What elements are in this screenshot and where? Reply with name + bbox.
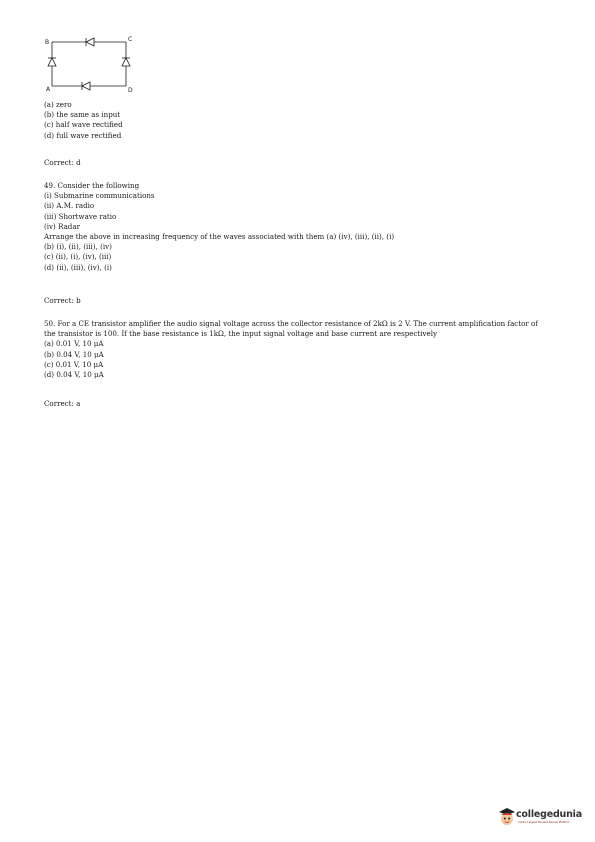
diode-top xyxy=(86,38,94,46)
question-line: (iv) Radar xyxy=(44,221,80,231)
diode-left xyxy=(48,58,56,66)
option-text: (b) the same as input xyxy=(44,110,121,120)
question-line: (b) (i), (ii), (iii), (iv) xyxy=(44,242,112,252)
q50-correct-answer: Correct: a xyxy=(44,399,81,408)
question-line: Arrange the above in increasing frequency of the waves associated with them (a) (iv), (iii), (ii), (i) xyxy=(44,232,395,242)
option-text: (a) zero xyxy=(44,100,72,109)
q50-block xyxy=(44,319,544,380)
question-line: (iii) Shortwave ratio xyxy=(44,211,117,221)
diode-right xyxy=(122,58,130,66)
question-line: (ii) A.M. radio xyxy=(44,201,95,211)
mascot-icon xyxy=(497,806,517,828)
option-text: (c) 0.01 V, 10 μA xyxy=(44,359,104,369)
q48-correct-answer: Correct: d xyxy=(44,158,81,167)
question-line: (i) Submarine communications xyxy=(44,191,155,201)
circuit-wires xyxy=(52,42,126,86)
q49-correct-answer: Correct: b xyxy=(44,296,81,305)
q48-options xyxy=(44,100,564,141)
question-line: (d) (ii), (iii), (iv), (i) xyxy=(44,262,112,272)
option-text: (d) 0.04 V, 10 μA xyxy=(44,370,104,380)
node-label-a: A xyxy=(46,86,51,93)
question-text: 50. For a CE transistor amplifier the audio signal voltage across the collector resistance of 2kΩ is 2 V. The current amplification factor of the transistor is 100. If the base resistance is 1kΩ, the input signal voltage and base current are respectively xyxy=(44,319,538,339)
option-text: (a) 0.01 V, 10 μA xyxy=(44,339,104,349)
node-label-b: B xyxy=(45,39,50,46)
logo-tagline: India's Largest Student Review Platform xyxy=(518,821,570,824)
option-text: (b) 0.04 V, 10 μA xyxy=(44,349,104,359)
option-text: (c) half wave rectified xyxy=(44,120,123,130)
diode-bridge-circuit xyxy=(40,33,150,95)
diode-bottom xyxy=(82,82,90,90)
node-label-d: D xyxy=(128,87,133,94)
q49-block xyxy=(44,181,564,273)
question-line: 49. Consider the following xyxy=(44,181,140,190)
option-text: (d) full wave rectified xyxy=(44,130,122,140)
logo-wordmark: collegedunia xyxy=(516,809,582,820)
question-line: (c) (ii), (i), (iv), (iii) xyxy=(44,252,112,262)
collegedunia-logo xyxy=(497,805,589,829)
node-label-c: C xyxy=(128,36,133,43)
